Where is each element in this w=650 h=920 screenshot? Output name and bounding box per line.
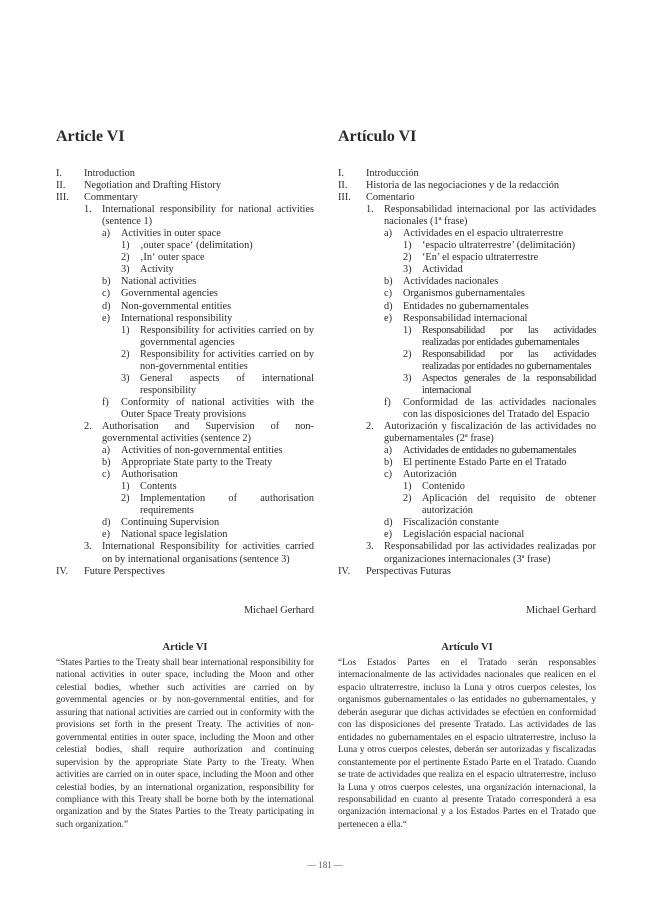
toc-entry (403, 493, 596, 517)
toc-entry-number: a) (102, 445, 110, 457)
toc-entry-text: Fiscalización constante (403, 517, 499, 529)
toc-entry-text: Responsabilidad internacional por las actividades nacionales (1ª frase) (384, 204, 596, 228)
toc-entry (403, 481, 596, 493)
toc-entry-text: Conformidad de las actividades nacionales con las disposiciones del Tratado del Espacio (403, 396, 596, 420)
article-heading-es: Artículo VI (441, 642, 493, 653)
toc-entry-text: Organismos gubernamentales (403, 288, 525, 300)
toc-entry (121, 349, 314, 373)
toc-entry-number: e) (102, 312, 110, 324)
toc-entry-text: ‚In‘ outer space (140, 252, 205, 264)
toc-entry (121, 240, 314, 252)
toc-entry-number: d) (102, 300, 111, 312)
toc-entry (56, 566, 314, 578)
toc-entry (102, 469, 314, 481)
toc-entry-number: IV. (56, 565, 69, 577)
toc-entry-text: International Responsibility for activities carried on by international organisations (sentence 3) (102, 541, 314, 565)
page-number: — 181 — (307, 860, 343, 870)
toc-entry (121, 252, 314, 264)
treaty-text: “States Parties to the Treaty shall bear international responsibility for national activities in outer space, including the Moon and other celestial bodies, whether such activities are carried on by governmental agencies or by non-governmental entities, and for assuring that national activities are carried out in conformity with the provisions set forth in the present Treaty. The activities of non-governmental entities in outer space, including the Moon and other celestial bodies, shall require authorization and continuing supervision by the appropriate State Party to the Treaty. When activities are carried on in outer space, including the Moon and other celestial bodies, by an international organization, responsibility for compliance with this Treaty shall be borne both by the international organization and by the States Parties to the Treaty participating in such organization.” (56, 658, 314, 830)
page-title: Article VI (56, 128, 125, 145)
toc-entry-number: d) (384, 517, 393, 529)
toc-entry (84, 541, 314, 565)
toc-entry-number: 3. (84, 541, 92, 553)
toc-entry (366, 541, 596, 565)
toc-entry-text: General aspects of international responsibility (140, 372, 314, 396)
toc-entry-text: Autorización y fiscalización de las actividades no gubernamentales (2ª frase) (384, 420, 596, 445)
toc-entry-text: Negotiation and Drafting History (84, 180, 221, 192)
toc-entry (384, 469, 596, 481)
toc-entry (403, 349, 596, 373)
toc-entry-text: Non-governmental entities (121, 300, 232, 312)
toc-entry (102, 397, 314, 421)
toc-entry-text: Introduction (84, 168, 135, 179)
toc-entry (102, 529, 314, 541)
toc-entry-number: a) (384, 228, 392, 240)
toc-entry-text: ‚outer space‘ (delimitation) (140, 240, 253, 252)
treaty-text-es: “Los Estados Partes en el Tratado serán responsables internacionalmente de las actividades nacionales que realicen en el espacio ultraterrestre, incluso la Luna y otros cuerpos celestes, los organismos gubernamentales o las entidades no gubernamentales, y deberán asegurar que dichas actividades se efectúen en conformidad con las disposiciones del presente Tratado. Las actividades de las entidades no gubernamentales en el espacio ultraterrestre, incluso la Luna y otros cuerpos celestes, deberán ser autorizadas y fiscalizadas constantemente por el pertinente Estado Parte en el Tratado. Cuando se trate de actividades que realiza en el espacio ultraterrestre, incluso la Luna y otros cuerpos celestes, una organización internacional, la responsabilidad en cuanto al presente Tratado corresponderá a esa organización internacional y a los Estados Partes en el Tratado que pertenecen a ella.“ (338, 658, 596, 830)
toc-entry-text: Comentario (366, 192, 415, 204)
toc-entry-text: Entidades no gubernamentales (403, 300, 529, 312)
toc-entry-text: Aspectos generales de la responsabilidad internacional (422, 372, 596, 396)
toc-entry-number: 1) (403, 481, 412, 493)
toc-entry (121, 481, 314, 493)
toc-entry-number: a) (102, 228, 110, 240)
toc-entry (121, 325, 314, 349)
toc-entry-text: National space legislation (121, 529, 228, 541)
toc-entry-text: Actividades de entidades no gubernamentales (403, 445, 577, 457)
author-name: Michael Gerhard (243, 605, 314, 616)
toc-entry-number: f) (384, 396, 391, 408)
toc-entry (102, 276, 314, 288)
toc-entry-text: Responsibility for activities carried on by non-governmental entities (140, 348, 314, 372)
toc-entry-text: Conformity of national activities with the Outer Space Treaty provisions (121, 396, 314, 420)
toc-entry-number: 2) (403, 493, 412, 505)
toc-entry-number: III. (338, 192, 351, 204)
toc-entry-text: Activities in outer space (121, 228, 221, 240)
toc-entry (403, 325, 596, 349)
toc-entry (338, 168, 596, 180)
toc-entry-text: National activities (121, 276, 197, 288)
toc-entry (338, 566, 596, 578)
toc-entry-text: Governmental agencies (121, 288, 218, 300)
toc-entry (384, 397, 596, 421)
toc-entry-number: 2. (84, 420, 92, 432)
toc-entry-number: I. (56, 168, 63, 179)
toc-entry-text: Actividades en el espacio ultraterrestre (403, 228, 564, 240)
toc-entry-number: d) (102, 517, 111, 529)
author-name-es: Michael Gerhard (525, 605, 596, 616)
toc-entry-text: Responsabilidad internacional (403, 312, 528, 324)
toc-entry (102, 228, 314, 240)
toc-entry-text: ‘En’ el espacio ultraterrestre (422, 252, 539, 264)
toc-entry (384, 301, 596, 313)
toc-entry-number: 2) (403, 348, 412, 360)
toc-entry-text: Introducción (366, 168, 419, 179)
toc-entry-number: 1. (366, 204, 374, 216)
toc-entry-text: Commentary (84, 192, 138, 204)
toc-entry (56, 168, 314, 180)
toc-entry-number: IV. (338, 565, 351, 577)
toc-entry-text: Responsabilidad por las actividades realizadas por entidades no gubernamentales (422, 348, 596, 372)
toc-entry-text: Responsibility for activities carried on by governmental agencies (140, 324, 314, 348)
page-title-es: Artículo VI (338, 128, 417, 145)
toc-entry (384, 529, 596, 541)
toc-entry-number: 1) (121, 240, 130, 252)
toc-entry-number: 3) (121, 264, 130, 276)
toc-entry-number: 1) (121, 324, 130, 336)
toc-entry (384, 517, 596, 529)
toc-entry-number: b) (384, 457, 393, 469)
toc-entry-number: 2. (366, 420, 374, 432)
toc-entry-number: e) (384, 312, 392, 324)
toc-entry-number: c) (102, 288, 110, 300)
toc-entry-number: 3. (366, 541, 374, 553)
toc-entry-number: b) (384, 276, 393, 288)
toc-entry-number: a) (384, 445, 392, 457)
toc-entry-number: III. (56, 192, 69, 204)
toc-entry-number: 3) (121, 372, 130, 384)
toc-entry-text: Authorisation (121, 469, 178, 481)
toc-entry-text: Continuing Supervision (121, 517, 220, 529)
toc-entry-text: Historia de las negociaciones y de la redacción (366, 180, 559, 192)
toc-entry-number: 2) (121, 348, 130, 360)
toc-entry-text: International responsibility for national activities (sentence 1) (102, 204, 314, 228)
toc-entry (102, 288, 314, 300)
toc-entry-text: Actividades nacionales (403, 276, 499, 288)
toc-entry-number: 3) (403, 372, 412, 384)
toc-entry-number: 1) (403, 240, 412, 252)
toc-entry (384, 276, 596, 288)
toc-entry (403, 252, 596, 264)
toc-entry-number: e) (102, 529, 110, 541)
toc-entry-text: El pertinente Estado Parte en el Tratado (403, 457, 567, 469)
toc-entry-text: Contents (140, 481, 177, 493)
toc-entry-number: 1) (403, 324, 412, 336)
toc-entry-number: d) (384, 300, 393, 312)
toc-entry-text: Responsabilidad por las actividades realizadas por organizaciones internacionales (3ª frase) (384, 541, 596, 565)
toc-entry (384, 313, 596, 325)
toc-entry (56, 192, 314, 204)
toc-entry (403, 240, 596, 252)
toc-entry (84, 204, 314, 228)
toc-entry (102, 457, 314, 469)
toc-entry-text: Authorisation and Supervision of non-governmental activities (sentence 2) (102, 420, 314, 445)
article-heading: Article VI (162, 642, 208, 653)
toc-entry (338, 180, 596, 192)
toc-entry (384, 457, 596, 469)
toc-entry-number: f) (102, 396, 109, 408)
toc-entry-text: Contenido (422, 481, 465, 493)
toc-entry-text: Perspectivas Futuras (366, 565, 451, 577)
toc-entry (384, 288, 596, 300)
toc-entry-text: ‘espacio ultraterrestre’ (delimitación) (422, 240, 576, 252)
toc-entry-number: b) (102, 276, 111, 288)
toc-entry-number: e) (384, 529, 392, 541)
toc-entry-text: Activity (140, 264, 174, 276)
toc-entry-text: Appropriate State party to the Treaty (121, 457, 273, 469)
toc-entry-number: c) (102, 469, 110, 481)
toc-entry (403, 264, 596, 276)
toc-entry-number: II. (338, 180, 348, 192)
toc-entry-number: 2) (121, 493, 130, 505)
toc-entry-number: c) (384, 469, 392, 481)
toc-entry-number: I. (338, 168, 345, 179)
toc-entry-number: 3) (403, 264, 412, 276)
toc-entry-text: Responsabilidad por las actividades realizadas por entidades gubernamentales (422, 324, 596, 348)
toc-entry (384, 445, 596, 457)
toc-entry (102, 301, 314, 313)
toc-entry-text: Actividad (422, 264, 463, 276)
toc-entry-number: 1) (121, 481, 130, 493)
toc-entry (121, 373, 314, 397)
toc-entry (102, 445, 314, 457)
toc-entry (121, 264, 314, 276)
table-of-contents-es (338, 168, 596, 578)
toc-entry (102, 517, 314, 529)
toc-entry-text: International responsibility (121, 312, 233, 324)
toc-entry (102, 313, 314, 325)
toc-entry-text: Legislación espacial nacional (403, 529, 525, 541)
toc-entry-number: c) (384, 288, 392, 300)
toc-entry (121, 493, 314, 517)
toc-entry (366, 204, 596, 228)
toc-entry (366, 421, 596, 445)
toc-entry-number: 1. (84, 204, 92, 216)
toc-entry-number: II. (56, 180, 66, 192)
toc-entry-text: Aplicación del requisito de obtener autorización (422, 493, 596, 517)
table-of-contents (56, 168, 314, 578)
toc-entry-number: 2) (403, 252, 412, 264)
toc-entry (84, 421, 314, 445)
toc-entry (56, 180, 314, 192)
toc-entry (384, 228, 596, 240)
toc-entry-text: Future Perspectives (84, 565, 165, 577)
toc-entry-number: 2) (121, 252, 130, 264)
toc-entry-number: b) (102, 457, 111, 469)
toc-entry (403, 373, 596, 397)
toc-entry-text: Autorización (403, 469, 457, 481)
toc-entry-text: Implementation of authorisation requirements (140, 493, 314, 517)
toc-entry-text: Activities of non-governmental entities (121, 445, 283, 457)
toc-entry (338, 192, 596, 204)
